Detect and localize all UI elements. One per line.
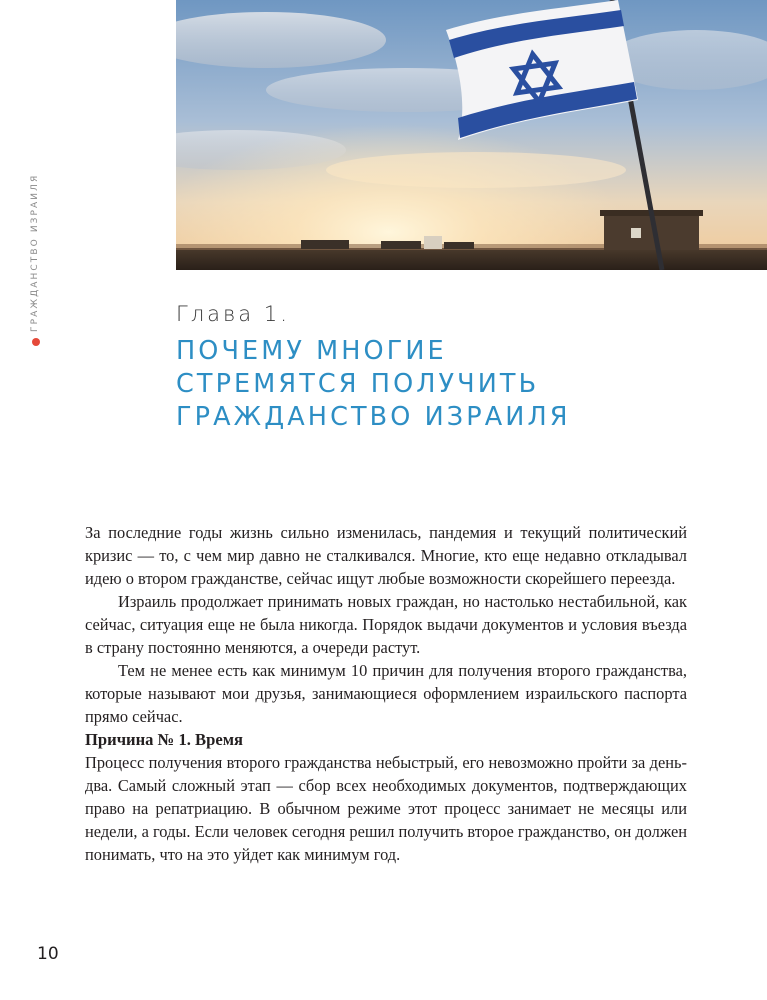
side-section-label	[30, 100, 44, 332]
body-text	[85, 521, 687, 866]
israeli-flag-desert-photo	[176, 0, 767, 270]
page-number: 10	[37, 944, 59, 964]
paragraph: За последние годы жизнь сильно изменилась, пандемия и текущий политический кризис — то, с чем мир давно не сталкивался. Многие, кто еще недавно откладывал идею о втором гражданстве, сейчас ищут любые возможности скорейшего переезда.	[85, 523, 687, 588]
chapter-title-line: ГРАЖДАНСТВО ИЗРАИЛЯ	[176, 402, 571, 432]
paragraph: Тем не менее есть как минимум 10 причин для получения второго гражданства, которые называют мои друзья, занимающиеся оформлением израильского паспорта прямо сейчас.	[85, 661, 687, 726]
chapter-title-line: СТРЕМЯТСЯ ПОЛУЧИТЬ	[176, 369, 540, 399]
chapter-title	[176, 335, 736, 434]
section-paragraph: Процесс получения второго гражданства небыстрый, его невозможно пройти за день-два. Самый сложный этап — сбор всех необходимых документов, подтверждающих право на репатриацию. В обычном режиме этот процесс занимает не месяцы или недели, а годы. Если человек сегодня решил получить второе гражданство, он должен понимать, что на это уйдет как минимум год.	[85, 753, 687, 864]
red-dot-icon	[32, 338, 40, 346]
section-label-text: ГРАЖДАНСТВО ИЗРАИЛЯ	[30, 173, 40, 332]
hero-photo	[176, 0, 767, 270]
section-heading: Причина № 1. Время	[85, 730, 243, 749]
chapter-number: Глава 1.	[176, 302, 290, 326]
chapter-title-line: ПОЧЕМУ МНОГИЕ	[176, 336, 447, 366]
paragraph: Израиль продолжает принимать новых граждан, но настолько нестабильной, как сейчас, ситуация еще не была никогда. Порядок выдачи документов и условия въезда в страну постоянно меняются, а очереди растут.	[85, 592, 687, 657]
